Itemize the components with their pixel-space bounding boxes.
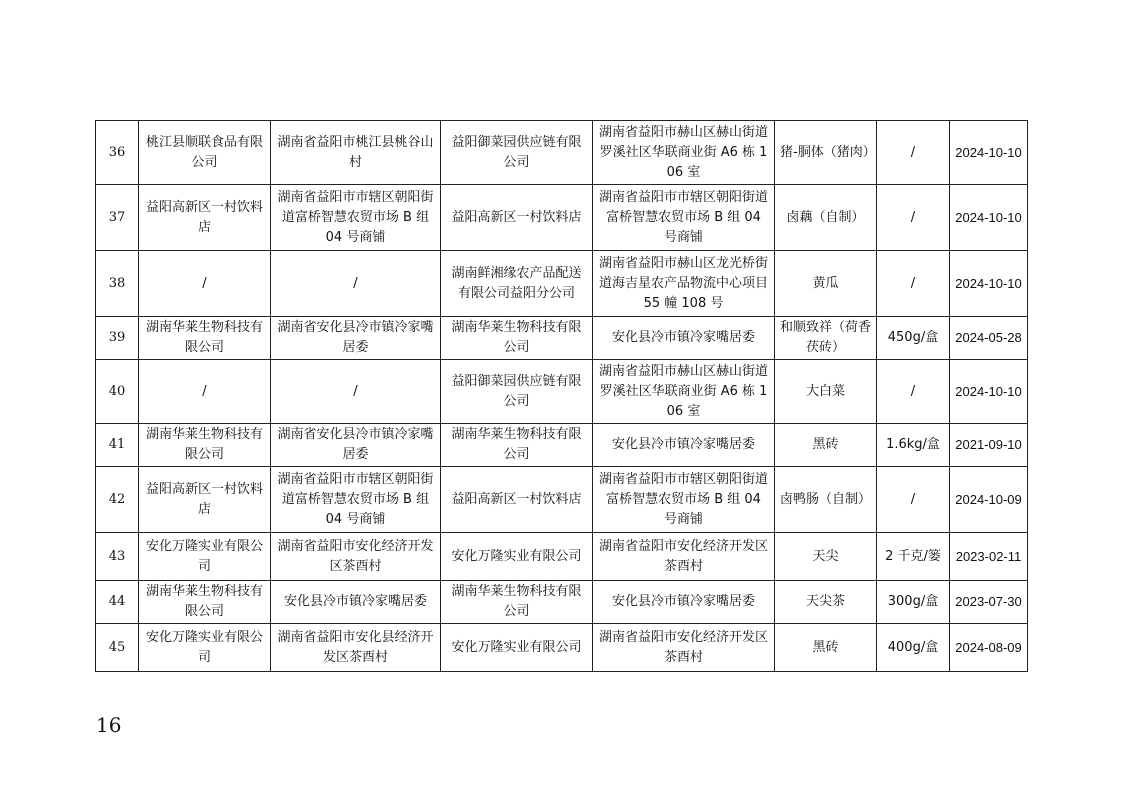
production-date: 2024-10-10: [950, 251, 1028, 317]
producer-name: 湖南华莱生物科技有限公司: [139, 581, 271, 624]
producer-address: 安化县冷市镇冷家嘴居委: [271, 581, 441, 624]
producer-address: /: [271, 360, 441, 424]
product-name: 猪-胴体（猪肉）: [775, 121, 877, 185]
row-number: 44: [96, 581, 139, 624]
producer-address: /: [271, 251, 441, 317]
table-row: [96, 581, 1028, 624]
product-spec: 300g/盒: [877, 581, 950, 624]
row-number: 45: [96, 624, 139, 672]
product-spec: /: [877, 121, 950, 185]
row-number: 41: [96, 424, 139, 467]
product-name: 卤藕（自制）: [775, 185, 877, 251]
production-date: 2024-10-10: [950, 360, 1028, 424]
product-name: 卤鸭肠（自制）: [775, 467, 877, 533]
producer-address: 湖南省益阳市市辖区朝阳街道富桥智慧农贸市场 B 组 04 号商铺: [271, 467, 441, 533]
table-row: [96, 624, 1028, 672]
table-row: [96, 121, 1028, 185]
row-number: 36: [96, 121, 139, 185]
row-number: 38: [96, 251, 139, 317]
sampled-address: 安化县冷市镇冷家嘴居委: [593, 424, 775, 467]
producer-address: 湖南省安化县冷市镇冷家嘴居委: [271, 424, 441, 467]
row-number: 39: [96, 317, 139, 360]
table-row: [96, 251, 1028, 317]
sampled-unit: 益阳高新区一村饮料店: [441, 185, 593, 251]
sampled-address: 湖南省益阳市安化经济开发区茶酉村: [593, 624, 775, 672]
sampled-unit: 益阳御菜园供应链有限公司: [441, 121, 593, 185]
producer-name: 益阳高新区一村饮料店: [139, 467, 271, 533]
table-row: [96, 424, 1028, 467]
sampled-address: 安化县冷市镇冷家嘴居委: [593, 317, 775, 360]
row-number: 43: [96, 533, 139, 581]
production-date: 2024-10-10: [950, 185, 1028, 251]
product-name: 大白菜: [775, 360, 877, 424]
sampled-unit: 湖南华莱生物科技有限公司: [441, 317, 593, 360]
production-date: 2024-10-09: [950, 467, 1028, 533]
sampled-address: 湖南省益阳市赫山区赫山街道罗溪社区华联商业街 A6 栋 106 室: [593, 121, 775, 185]
producer-name: 桃江县顺联食品有限公司: [139, 121, 271, 185]
producer-name: 安化万隆实业有限公司: [139, 624, 271, 672]
table-row: [96, 467, 1028, 533]
table-row: [96, 185, 1028, 251]
product-name: 天尖: [775, 533, 877, 581]
sampled-address: 湖南省益阳市市辖区朝阳街道富桥智慧农贸市场 B 组 04 号商铺: [593, 185, 775, 251]
sampled-unit: 湖南鲜湘缘农产品配送有限公司益阳分公司: [441, 251, 593, 317]
producer-name: 益阳高新区一村饮料店: [139, 185, 271, 251]
row-number: 37: [96, 185, 139, 251]
producer-name: 安化万隆实业有限公司: [139, 533, 271, 581]
table-row: [96, 317, 1028, 360]
sampled-unit: 湖南华莱生物科技有限公司: [441, 424, 593, 467]
sampled-address: 湖南省益阳市赫山区龙光桥街道海吉星农产品物流中心项目 55 幢 108 号: [593, 251, 775, 317]
production-date: 2024-10-10: [950, 121, 1028, 185]
producer-name: 湖南华莱生物科技有限公司: [139, 317, 271, 360]
production-date: 2021-09-10: [950, 424, 1028, 467]
product-spec: /: [877, 360, 950, 424]
producer-address: 湖南省益阳市市辖区朝阳街道富桥智慧农贸市场 B 组 04 号商铺: [271, 185, 441, 251]
production-date: 2023-07-30: [950, 581, 1028, 624]
producer-address: 湖南省益阳市桃江县桃谷山村: [271, 121, 441, 185]
production-date: 2024-05-28: [950, 317, 1028, 360]
sampled-address: 湖南省益阳市赫山区赫山街道罗溪社区华联商业街 A6 栋 106 室: [593, 360, 775, 424]
sampled-unit: 益阳高新区一村饮料店: [441, 467, 593, 533]
sampled-unit: 益阳御菜园供应链有限公司: [441, 360, 593, 424]
product-spec: 2 千克/篓: [877, 533, 950, 581]
sampled-address: 湖南省益阳市安化经济开发区茶酉村: [593, 533, 775, 581]
product-spec: 1.6kg/盒: [877, 424, 950, 467]
product-name: 黑砖: [775, 424, 877, 467]
row-number: 40: [96, 360, 139, 424]
product-spec: /: [877, 467, 950, 533]
producer-address: 湖南省安化县冷市镇冷家嘴居委: [271, 317, 441, 360]
product-spec: /: [877, 185, 950, 251]
table-row: [96, 360, 1028, 424]
sampling-results-table: [95, 120, 1028, 672]
sampled-address: 湖南省益阳市市辖区朝阳街道富桥智慧农贸市场 B 组 04 号商铺: [593, 467, 775, 533]
production-date: 2024-08-09: [950, 624, 1028, 672]
product-name: 天尖茶: [775, 581, 877, 624]
production-date: 2023-02-11: [950, 533, 1028, 581]
product-spec: 450g/盒: [877, 317, 950, 360]
page-number: 16: [96, 713, 122, 737]
sampled-unit: 安化万隆实业有限公司: [441, 624, 593, 672]
producer-name: /: [139, 251, 271, 317]
producer-name: 湖南华莱生物科技有限公司: [139, 424, 271, 467]
row-number: 42: [96, 467, 139, 533]
producer-name: /: [139, 360, 271, 424]
table-row: [96, 533, 1028, 581]
sampled-unit: 湖南华莱生物科技有限公司: [441, 581, 593, 624]
product-name: 黑砖: [775, 624, 877, 672]
product-name: 黄瓜: [775, 251, 877, 317]
product-spec: /: [877, 251, 950, 317]
product-name: 和顺致祥（荷香茯砖）: [775, 317, 877, 360]
producer-address: 湖南省益阳市安化县经济开发区茶酉村: [271, 624, 441, 672]
producer-address: 湖南省益阳市安化经济开发区茶酉村: [271, 533, 441, 581]
product-spec: 400g/盒: [877, 624, 950, 672]
sampled-address: 安化县冷市镇冷家嘴居委: [593, 581, 775, 624]
sampled-unit: 安化万隆实业有限公司: [441, 533, 593, 581]
